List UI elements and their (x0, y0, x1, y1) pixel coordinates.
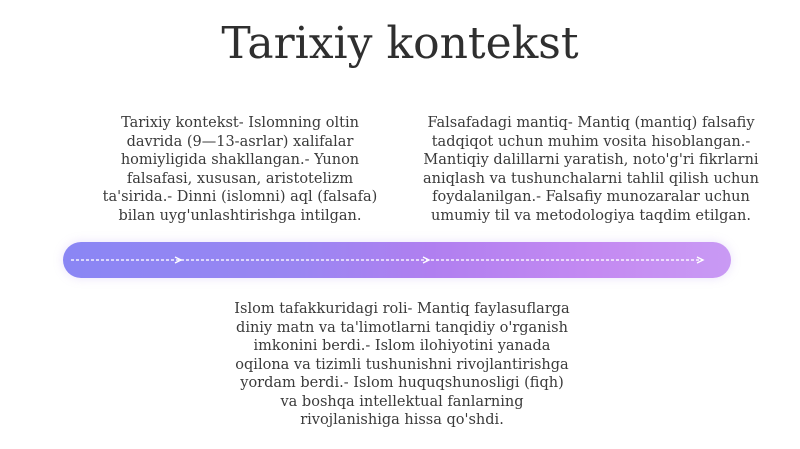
timeline-line (63, 242, 731, 278)
role-in-islamic-thought-text: Islom tafakkuridagi roli- Mantiq faylasuflarga diniy matn va ta'limotlarni tanqidiy o'rganish imkonini berdi.- Islom ilohiyotini yanada oqilona va tizimli tushunishni rivojlantirishga yordam berdi.- Islom huquqshunosligi (fiqh) va boshqa intellektual fanlarning rivojlanishiga hissa qo'shdi. (234, 301, 570, 428)
timeline-bar (63, 242, 731, 278)
logic-in-philosophy-text: Falsafadagi mantiq- Mantiq (mantiq) falsafiy tadqiqot uchun muhim vosita hisoblangan.- Mantiqiy dalillarni yaratish, noto'g'ri fikrlarni aniqlash va tushunchalarni tahlil qilish uchun foydalanilgan.- Falsafiy munozaralar uchun umumiy til va metodologiya taqdim etilgan. (423, 115, 759, 224)
slide-title: Tarixiy kontekst (221, 18, 579, 69)
historical-context-text: Tarixiy kontekst- Islomning oltin davrida (9—13-asrlar) xalifalar homiyligida shakllangan.- Yunon falsafasi, xususan, aristotelizm ta'sirida.- Dinni (islomni) aql (falsafa) bilan uyg'unlashtirishga intilgan. (102, 115, 378, 224)
